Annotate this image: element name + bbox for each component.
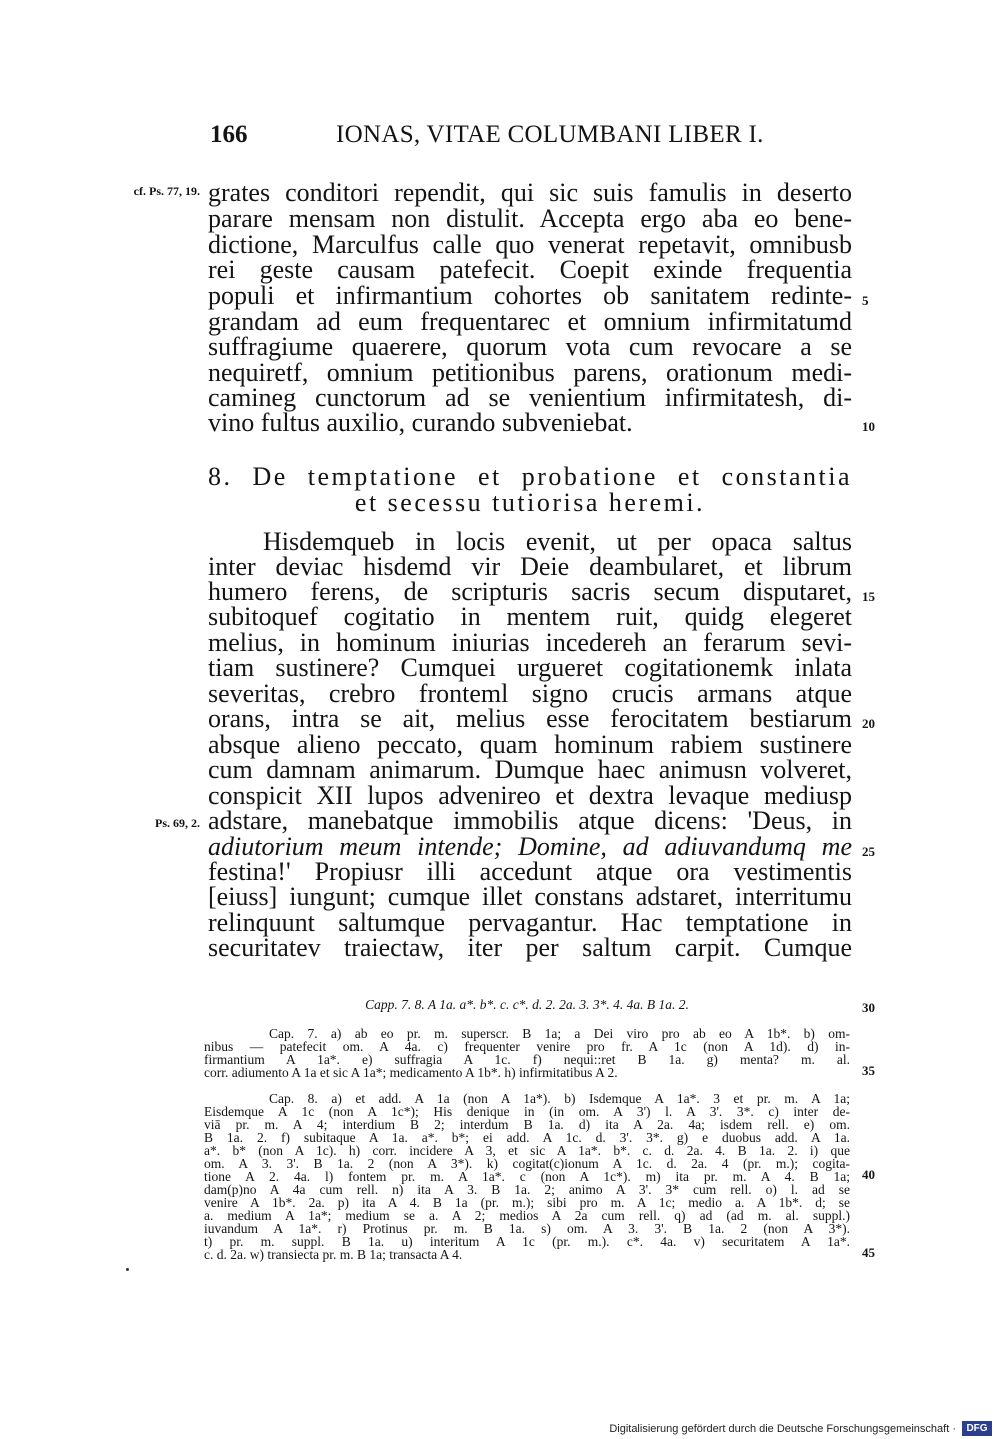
footnote-line: B 1a. 2. f) subitaque A 1a. a*. b*; ei add. A 1c. d. 3'. 3*. g) e duobus add. A 1a. [204, 1130, 850, 1145]
text-line: Hisdemqueb in locis evenit, ut per opaca saltus [263, 527, 852, 556]
text-line: camineg cunctorum ad se venientium infirmitatesh, di- [208, 383, 852, 412]
footnote-line: Cap. 8. a) et add. A 1a (non A 1a*). b) Isdemque A 1a*. 3 et pr. m. A 1a; [269, 1091, 850, 1106]
text-line: populi et infirmantium cohortes ob sanitatem redinte- [208, 281, 852, 310]
text-line: humero ferens, de scripturis sacris secum disputaret, [208, 577, 852, 606]
line-number-10: 10 [862, 419, 875, 434]
line-number-15: 15 [862, 589, 875, 604]
footnote-line: a*. b* (non A 1c). h) corr. incidere A 3, et sic A 1a*. b*. c. d. 2a. 4. B 1a. 2. i) que [204, 1143, 850, 1158]
footnote-line: Eisdemque A 1c (non A 1c*); His denique in (in om. A 3') l. A 3'. 3*. c) inter de- [204, 1104, 850, 1119]
text-line: tiam sustinere? Cumquei urgueret cogitationemk inlata [208, 653, 852, 682]
footnote-line: firmantium A 1a*. e) suffragia A 1c. f) nequi::ret B 1a. g) menta? m. al. [204, 1052, 850, 1067]
text-line: adiutorium meum intende; Domine, ad adiuvandumq me [208, 832, 852, 861]
apparatus-header: Capp. 7. 8. A 1a. a*. b*. c. c*. d. 2. 2a. 3. 3*. 4. 4a. B 1a. 2. [365, 997, 689, 1012]
text-line: securitatev traiectaw, iter per saltum carpit. Cumque [208, 933, 852, 962]
text-line: conspicit XII lupos advenireo et dextra levaque mediusp [208, 781, 852, 810]
line-number-20: 20 [862, 716, 875, 731]
footnote-line: venire A 1b*. 2a. p) ita A 4. B 1a (pr. m.); sibi pro m. A 1c; medio a. A 1b*. d; se [204, 1195, 850, 1210]
footnote-line: om. A 3. 3'. B 1a. 2 (non A 3*). k) cogitat(c)ionum A 1c. d. 2a. 4 (pr. m.); cogita- [204, 1156, 850, 1171]
line-number-30: 30 [862, 1000, 875, 1015]
margin-note-ps69: Ps. 69, 2. [155, 816, 200, 830]
footnote-line: corr. adiumento A 1a et sic A 1a*; medicamento A 1b*. h) infirmitatibus A 2. [204, 1065, 618, 1080]
page-number: 166 [210, 121, 248, 148]
text-line: orans, intra se ait, melius esse ferocitatem bestiarum [208, 704, 852, 733]
line-number-35: 35 [862, 1063, 875, 1078]
line-number-5: 5 [862, 293, 869, 308]
text-line: grandam ad eum frequentarec et omnium infirmitatumd [208, 307, 852, 336]
footnote-line: viā pr. m. A 4; interdium B 2; interdum B 1a. d) ita A 2a. 4a; isdem rell. e) om. [204, 1117, 850, 1132]
text-line: nequiretf, omnium petitionibus parens, orationum medi- [208, 358, 852, 387]
footnote-line: c. d. 2a. w) transiecta pr. m. B 1a; transacta A 4. [204, 1247, 463, 1262]
footnote-line: tione A 2. 4a. l) fontem pr. m. A 1a*. c (non A 1c*). m) ita pr. m. A 4. B 1a; [204, 1169, 850, 1184]
text-line: relinquunt saltumque pervagantur. Hac temptatione in [208, 908, 852, 937]
text-line: rei geste causam patefecit. Coepit exinde frequentia [208, 255, 852, 284]
dfg-logo: DFG [962, 1421, 992, 1436]
heading-line: et secessu tutiorisa heremi. [354, 488, 706, 517]
margin-note-ps77: cf. Ps. 77, 19. [133, 184, 200, 198]
text-line: severitas, crebro fronteml signo crucis armans atque [208, 679, 852, 708]
text-line: absque alieno peccato, quam hominum rabiem sustinere [208, 730, 852, 759]
footnote-line: a. medium A 1a*; medium se a. A 2; medios A 2a cum rell. q) ad (ad m. al. suppl.) [204, 1208, 850, 1223]
text-line: cum damnam animarum. Dumque haec animusn volveret, [208, 755, 852, 784]
footnote-line: iuvandum A 1a*. r) Protinus pr. m. B 1a. s) om. A 3. 3'. B 1a. 2 (non A 3*). [204, 1221, 850, 1236]
line-number-45: 45 [862, 1245, 875, 1260]
footnote-line: nibus — patefecit om. A 4a. c) frequenter venire pro fr. A 1c (non A 1d). d) in- [204, 1039, 850, 1054]
scan-dot [126, 1268, 129, 1271]
text-line: parare mensam non distulit. Accepta ergo aba eo bene- [208, 204, 852, 233]
digitization-credit: Digitalisierung gefördert durch die Deutsche Forschungsgemeinschaft · [609, 1423, 956, 1435]
footnote-line: dam(p)no A 4a cum rell. n) ita A 3. B 1a. 2; animo A 3'. 3* cum rell. o) l. ad se [204, 1182, 850, 1197]
text-line: inter deviac hisdemd vir Deie deambularet, et librum [208, 552, 852, 581]
running-title: IONAS, VITAE COLUMBANI LIBER I. [336, 121, 764, 148]
footnote-line: t) pr. m. suppl. B 1a. u) interitum A 1c (pr. m.). c*. 4a. v) securitatem A 1a*. [204, 1234, 850, 1249]
text-line: suffragiume quaerere, quorum vota cum revocare a se [208, 332, 852, 361]
text-line: dictione, Marculfus calle quo venerat repetavit, omnibusb [208, 230, 852, 259]
heading-line: 8. De temptatione et probatione et constantia [208, 462, 852, 491]
text-line: [eiuss] iungunt; cumque illet constans adstaret, interritumu [208, 882, 852, 911]
line-number-25: 25 [862, 844, 875, 859]
text-line: subitoquef cogitatio in mentem ruit, quidg elegeret [208, 602, 852, 631]
text-line: grates conditori rependit, qui sic suis famulis in deserto [208, 178, 852, 207]
footnote-line: Cap. 7. a) ab eo pr. m. superscr. B 1a; a Dei viro pro ab eo A 1b*. b) om- [269, 1026, 850, 1041]
text-line: adstare, manebatque immobilis atque dicens: 'Deus, in [208, 806, 852, 835]
text-line: melius, in hominum iniurias incedereh an ferarum sevi- [208, 628, 852, 657]
line-number-40: 40 [862, 1167, 875, 1182]
text-line: festina!' Propiusr illi accedunt atque ora vestimentis [208, 857, 852, 886]
text-line: vino fultus auxilio, curando subveniebat. [208, 408, 633, 437]
